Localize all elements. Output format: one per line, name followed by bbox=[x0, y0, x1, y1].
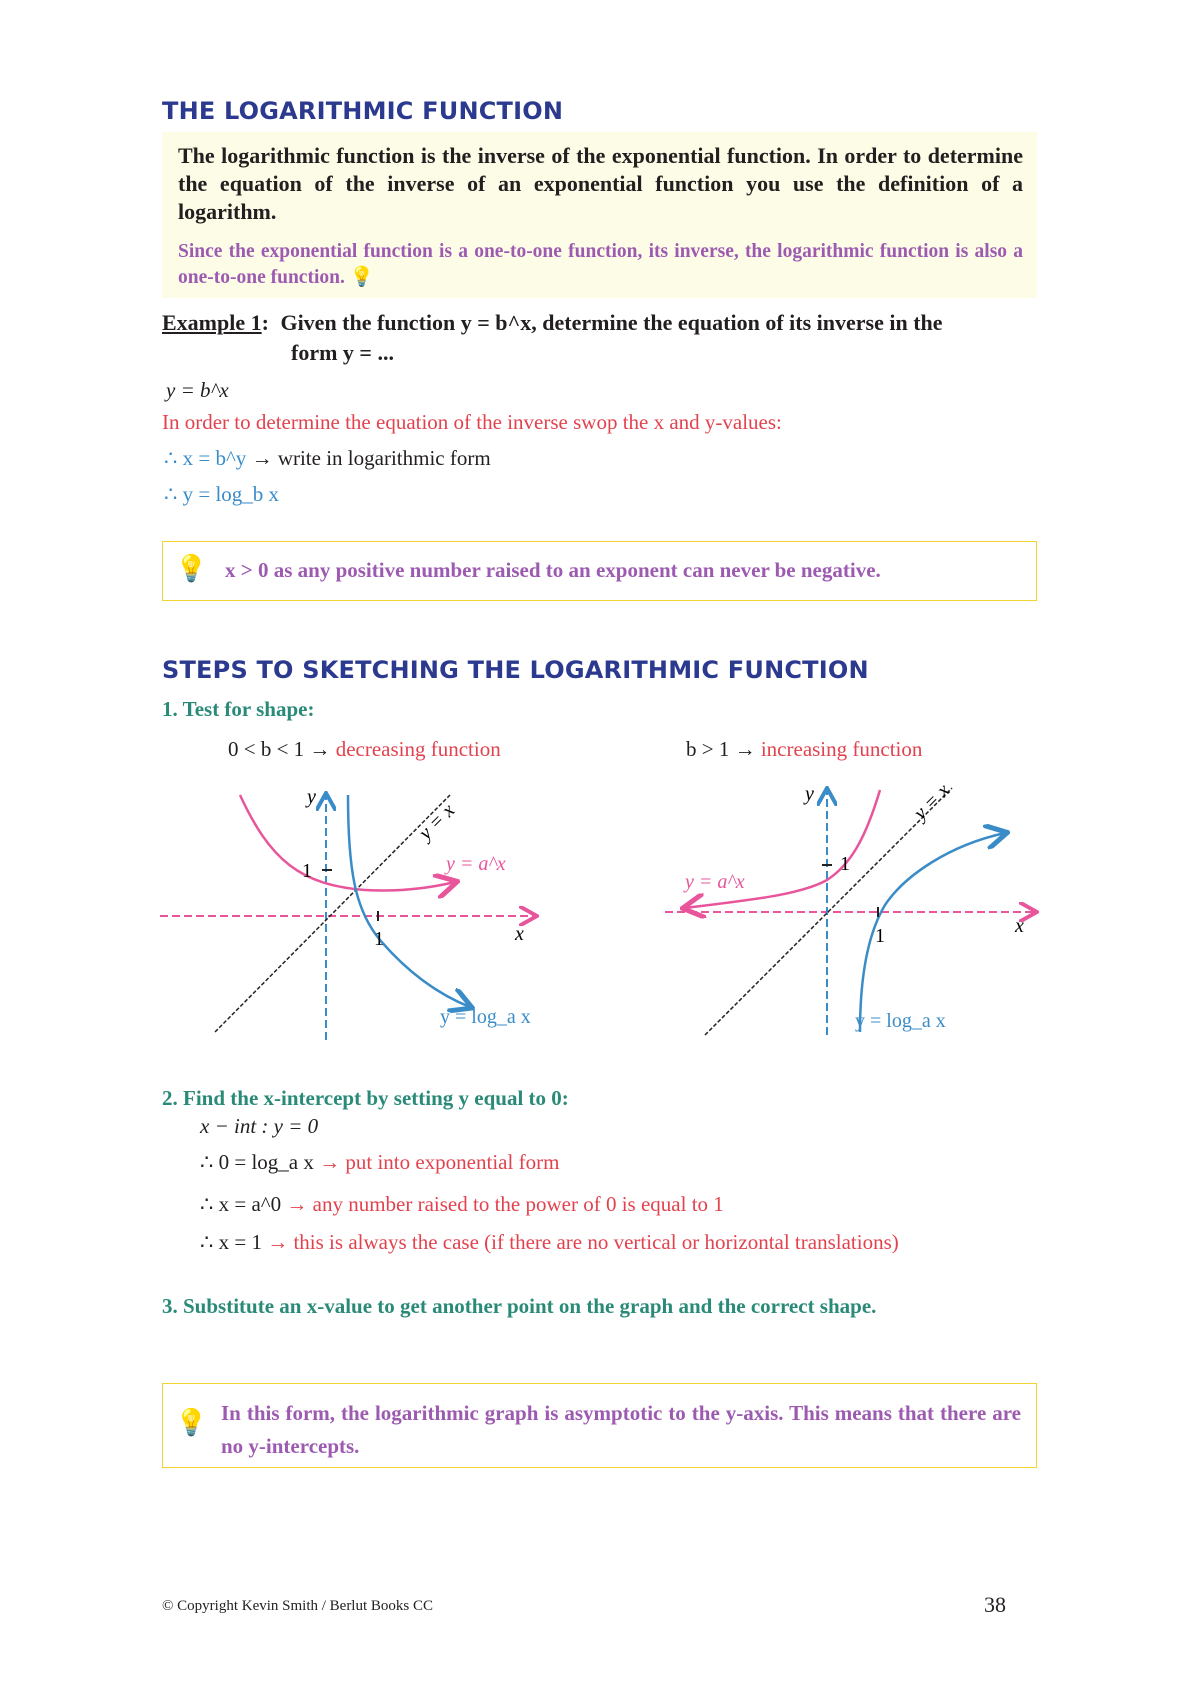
yx-label: y = x bbox=[909, 779, 955, 825]
example-line-4: ∴ y = log_b x bbox=[164, 482, 280, 506]
tip-box-2 bbox=[162, 1383, 1037, 1468]
y-intercept-label: 1 bbox=[840, 853, 850, 875]
graph-increasing bbox=[660, 770, 1060, 1050]
section-title: THE LOGARITHMIC FUNCTION bbox=[162, 97, 564, 125]
intro-note-text: Since the exponential function is a one-to-one function, its inverse, the logarithmic function is also a one-to-one function. bbox=[178, 241, 1023, 288]
swap-equation: ∴ x = b^y bbox=[164, 446, 247, 470]
lightbulb-icon: 💡 bbox=[349, 267, 374, 288]
eq: ∴ x = 1 bbox=[200, 1230, 262, 1254]
exp-label: y = a^x bbox=[685, 871, 745, 893]
copyright: © Copyright Kevin Smith / Berlut Books CC bbox=[162, 1598, 433, 1614]
example-line-2: In order to determine the equation of the inverse swop the x and y-values: bbox=[162, 410, 782, 434]
log-label: y = log_a x bbox=[855, 1010, 946, 1032]
step-2: 2. Find the x-intercept by setting y equal to 0: bbox=[162, 1086, 569, 1110]
lightbulb-icon: 💡 bbox=[175, 554, 208, 583]
x-intercept-label: 1 bbox=[875, 925, 885, 947]
log-curve bbox=[348, 795, 470, 1007]
note: → any number raised to the power of 0 is equal to 1 bbox=[286, 1192, 724, 1216]
line-y-equals-x bbox=[215, 795, 450, 1032]
example-text-2: form y = ... bbox=[291, 340, 394, 365]
step-2-line-2 bbox=[200, 1150, 559, 1175]
steps-heading: STEPS TO SKETCHING THE LOGARITHMIC FUNCTION bbox=[162, 656, 869, 684]
left-caption bbox=[228, 737, 501, 762]
y-intercept-label: 1 bbox=[302, 860, 312, 882]
example-label: Example 1 bbox=[162, 310, 262, 335]
page-number: 38 bbox=[984, 1592, 1006, 1617]
lightbulb-icon: 💡 bbox=[175, 1408, 208, 1437]
step-3: 3. Substitute an x-value to get another point on the graph and the correct shape. bbox=[162, 1294, 877, 1318]
right-caption-label: increasing function bbox=[760, 737, 923, 761]
graph-decreasing bbox=[150, 770, 550, 1050]
intro-note bbox=[178, 239, 1023, 291]
tip-1-text: x > 0 as any positive number raised to an exponent can never be negative. bbox=[225, 558, 881, 582]
left-caption-label: decreasing function bbox=[335, 737, 501, 761]
example-line-1: y = b^x bbox=[166, 378, 229, 402]
step-1: 1. Test for shape: bbox=[162, 697, 315, 721]
tip-box-1 bbox=[162, 541, 1037, 601]
note: → this is always the case (if there are no vertical or horizontal translations) bbox=[267, 1230, 899, 1254]
exp-label: y = a^x bbox=[446, 853, 506, 875]
x-intercept-label: 1 bbox=[374, 928, 384, 950]
step-2-line-4 bbox=[200, 1230, 899, 1255]
eq: ∴ x = a^0 bbox=[200, 1192, 282, 1216]
swap-note: → write in logarithmic form bbox=[251, 446, 491, 470]
x-axis-label: x bbox=[1015, 915, 1024, 937]
tip-2-text: In this form, the logarithmic graph is asymptotic to the y-axis. This means that there are no y-intercepts. bbox=[221, 1401, 1021, 1458]
example-heading: Example 1: Given the function y = b^x, determine the equation of its inverse in the bbox=[162, 310, 943, 335]
example-text: Given the function y = b^x, determine the equation of its inverse in the bbox=[280, 310, 943, 335]
step-2-line-3 bbox=[200, 1192, 724, 1217]
x-axis-label: x bbox=[515, 923, 524, 945]
log-label: y = log_a x bbox=[440, 1006, 531, 1028]
eq: ∴ 0 = log_a x bbox=[200, 1150, 314, 1174]
y-axis-label: y bbox=[805, 783, 814, 805]
intro-text: The logarithmic function is the inverse of the exponential function. In order to determine the equation of the inverse of an exponential function you use the definition of a logarithm. bbox=[178, 143, 1023, 224]
left-caption-condition: 0 < b < 1 → bbox=[228, 737, 331, 761]
yx-label: y = x bbox=[414, 799, 460, 845]
example-line-3 bbox=[164, 446, 491, 471]
step-2-line-1: x − int : y = 0 bbox=[200, 1114, 319, 1138]
right-caption-condition: b > 1 → bbox=[686, 737, 756, 761]
note: → put into exponential form bbox=[319, 1150, 560, 1174]
right-caption bbox=[686, 737, 922, 762]
y-axis-label: y bbox=[307, 786, 316, 808]
